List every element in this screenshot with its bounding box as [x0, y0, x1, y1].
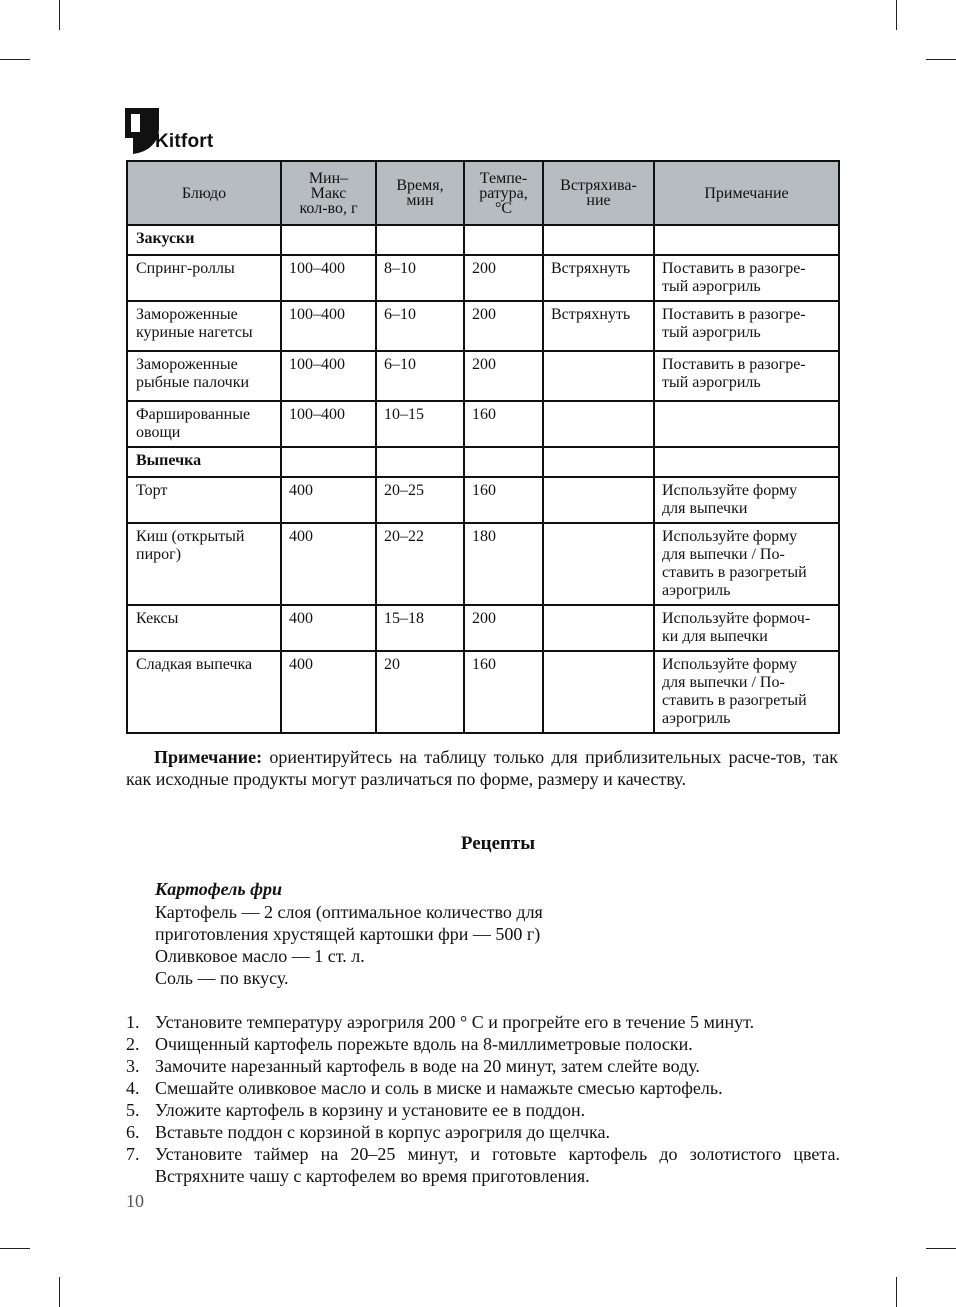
step-item: 1. Установите температуру аэрогриля 200 ° С и прогрейте его в течение 5 минут. — [126, 1012, 755, 1032]
table-cell: Поставить в разогре- тый аэрогриль — [654, 255, 839, 301]
step-item: 3. Замочите нарезанный картофель в воде на 20 минут, затем слейте воду. — [126, 1056, 700, 1076]
table-cell: Используйте форму для выпечки / По- ставить в разогретый аэрогриль — [654, 523, 839, 605]
table-row — [127, 401, 839, 447]
table-cell: Киш (открытый пирог) — [127, 523, 281, 605]
table-body — [127, 225, 839, 733]
table-cell: Используйте формоч- ки для выпечки — [654, 605, 839, 651]
table-cell: 400 — [281, 477, 376, 523]
crop-mark — [896, 0, 897, 30]
table-row — [127, 523, 839, 605]
crop-mark — [926, 59, 956, 60]
step-item: 5. Уложите картофель в корзину и установите ее в поддон. — [126, 1100, 586, 1120]
column-header: Встряхива- ние — [543, 161, 654, 225]
table-cell: Встряхнуть — [543, 301, 654, 351]
step-item: 6. Вставьте поддон с корзиной в корпус аэрогриля до щелчка. — [126, 1122, 611, 1142]
table-cell — [376, 225, 464, 255]
table-cell: 400 — [281, 651, 376, 733]
step-text: Вставьте поддон с корзиной в корпус аэрогриля до щелчка. — [155, 1122, 611, 1142]
table-cell: 160 — [464, 651, 543, 733]
table-cell — [464, 447, 543, 477]
category-row — [127, 225, 839, 255]
table-cell: Используйте форму для выпечки / По- ставить в разогретый аэрогриль — [654, 651, 839, 733]
category-label: Закуски — [127, 225, 281, 255]
table-cell — [543, 651, 654, 733]
step-text: Установите таймер на 20–25 минут, и готовьте картофель до золотистого цвета. Встряхните чашу с картофелем во время приготовления. — [155, 1144, 840, 1186]
table-cell: 200 — [464, 255, 543, 301]
table-cell — [543, 477, 654, 523]
note-label: Примечание: — [154, 747, 263, 767]
note-text: ориентируйтесь на таблицу только для приблизительных расче-тов, так как исходные продукты могут различаться по форме, размеру и качеству. — [126, 747, 838, 789]
table-cell: 20–25 — [376, 477, 464, 523]
table-header-row — [127, 161, 839, 225]
table-cell — [543, 225, 654, 255]
table-row — [127, 651, 839, 733]
page-number: 10 — [126, 1191, 144, 1211]
column-header: Темпе- ратура, °С — [464, 161, 543, 225]
table-cell: Встряхнуть — [543, 255, 654, 301]
crop-mark — [0, 59, 30, 60]
ingredients-list — [155, 901, 543, 989]
table-cell — [543, 401, 654, 447]
table-cell: 100–400 — [281, 301, 376, 351]
crop-mark — [59, 1277, 60, 1307]
table-cell: 6–10 — [376, 351, 464, 401]
table-cell — [543, 523, 654, 605]
ingredient-line: Оливковое масло — 1 ст. л. — [155, 946, 365, 966]
column-header: Примечание — [654, 161, 839, 225]
step-text: Очищенный картофель порежьте вдоль на 8-миллиметровые полоски. — [155, 1034, 693, 1054]
table-row — [127, 605, 839, 651]
table-cell — [464, 225, 543, 255]
step-text: Установите температуру аэрогриля 200 ° С и прогрейте его в течение 5 минут. — [155, 1012, 755, 1032]
table-cell — [281, 225, 376, 255]
step-text: Замочите нарезанный картофель в воде на 20 минут, затем слейте воду. — [155, 1056, 700, 1076]
table-row — [127, 351, 839, 401]
step-text: Уложите картофель в корзину и установите ее в поддон. — [155, 1100, 586, 1120]
steps-list — [126, 1011, 840, 1187]
table-cell — [654, 225, 839, 255]
table-cell: 160 — [464, 401, 543, 447]
recipe-title: Картофель фри — [155, 879, 283, 899]
table-cell: 160 — [464, 477, 543, 523]
table-cell: Замороженные куриные нагетсы — [127, 301, 281, 351]
crop-mark — [59, 0, 60, 30]
table-cell — [543, 351, 654, 401]
table-cell: Замороженные рыбные палочки — [127, 351, 281, 401]
table-cell: 200 — [464, 351, 543, 401]
table-cell: 6–10 — [376, 301, 464, 351]
table-cell: 100–400 — [281, 401, 376, 447]
table-cell — [654, 447, 839, 477]
category-label: Выпечка — [127, 447, 281, 477]
step-item: 7. Установите таймер на 20–25 минут, и готовьте картофель до золотистого цвета. Встряхните чашу с картофелем во время приготовления. — [126, 1144, 840, 1186]
table-cell: 200 — [464, 301, 543, 351]
table-cell: 200 — [464, 605, 543, 651]
table-row — [127, 301, 839, 351]
table-note — [126, 746, 838, 790]
table-cell: 180 — [464, 523, 543, 605]
category-row — [127, 447, 839, 477]
table-cell: Поставить в разогре- тый аэрогриль — [654, 351, 839, 401]
table-cell: 20–22 — [376, 523, 464, 605]
table-cell: 100–400 — [281, 255, 376, 301]
step-text: Смешайте оливковое масло и соль в миске и намажьте смесью картофель. — [155, 1078, 723, 1098]
table-cell: 15–18 — [376, 605, 464, 651]
table-cell: 400 — [281, 605, 376, 651]
ingredient-line: Соль — по вкусу. — [155, 968, 289, 988]
column-header: Блюдо — [127, 161, 281, 225]
table-cell: 400 — [281, 523, 376, 605]
table-cell: 8–10 — [376, 255, 464, 301]
table-cell: 10–15 — [376, 401, 464, 447]
crop-mark — [926, 1248, 956, 1249]
table-cell: Используйте форму для выпечки — [654, 477, 839, 523]
crop-mark — [896, 1277, 897, 1307]
table-cell: Поставить в разогре- тый аэрогриль — [654, 301, 839, 351]
table-cell: Спринг-роллы — [127, 255, 281, 301]
table-row — [127, 255, 839, 301]
table-cell: 20 — [376, 651, 464, 733]
ingredient-line: приготовления хрустящей картошки фри — 500 г) — [155, 924, 541, 944]
table-cell: Сладкая выпечка — [127, 651, 281, 733]
column-header: Мин– Макс кол-во, г — [281, 161, 376, 225]
step-item: 2. Очищенный картофель порежьте вдоль на 8-миллиметровые полоски. — [126, 1034, 693, 1054]
table-cell: Кексы — [127, 605, 281, 651]
brand-name: Kitfort — [155, 131, 214, 152]
table-cell — [654, 401, 839, 447]
cooking-table — [126, 160, 840, 734]
table-cell — [281, 447, 376, 477]
table-cell: 100–400 — [281, 351, 376, 401]
table-cell — [543, 605, 654, 651]
table-cell: Фаршированные овощи — [127, 401, 281, 447]
step-item: 4. Смешайте оливковое масло и соль в миске и намажьте смесью картофель. — [126, 1078, 723, 1098]
table-cell: Торт — [127, 477, 281, 523]
table-cell — [376, 447, 464, 477]
crop-mark — [0, 1248, 30, 1249]
column-header: Время, мин — [376, 161, 464, 225]
table-row — [127, 477, 839, 523]
table-cell — [543, 447, 654, 477]
ingredient-line: Картофель — 2 слоя (оптимальное количество для — [155, 902, 543, 922]
section-title: Рецепты — [460, 833, 536, 854]
